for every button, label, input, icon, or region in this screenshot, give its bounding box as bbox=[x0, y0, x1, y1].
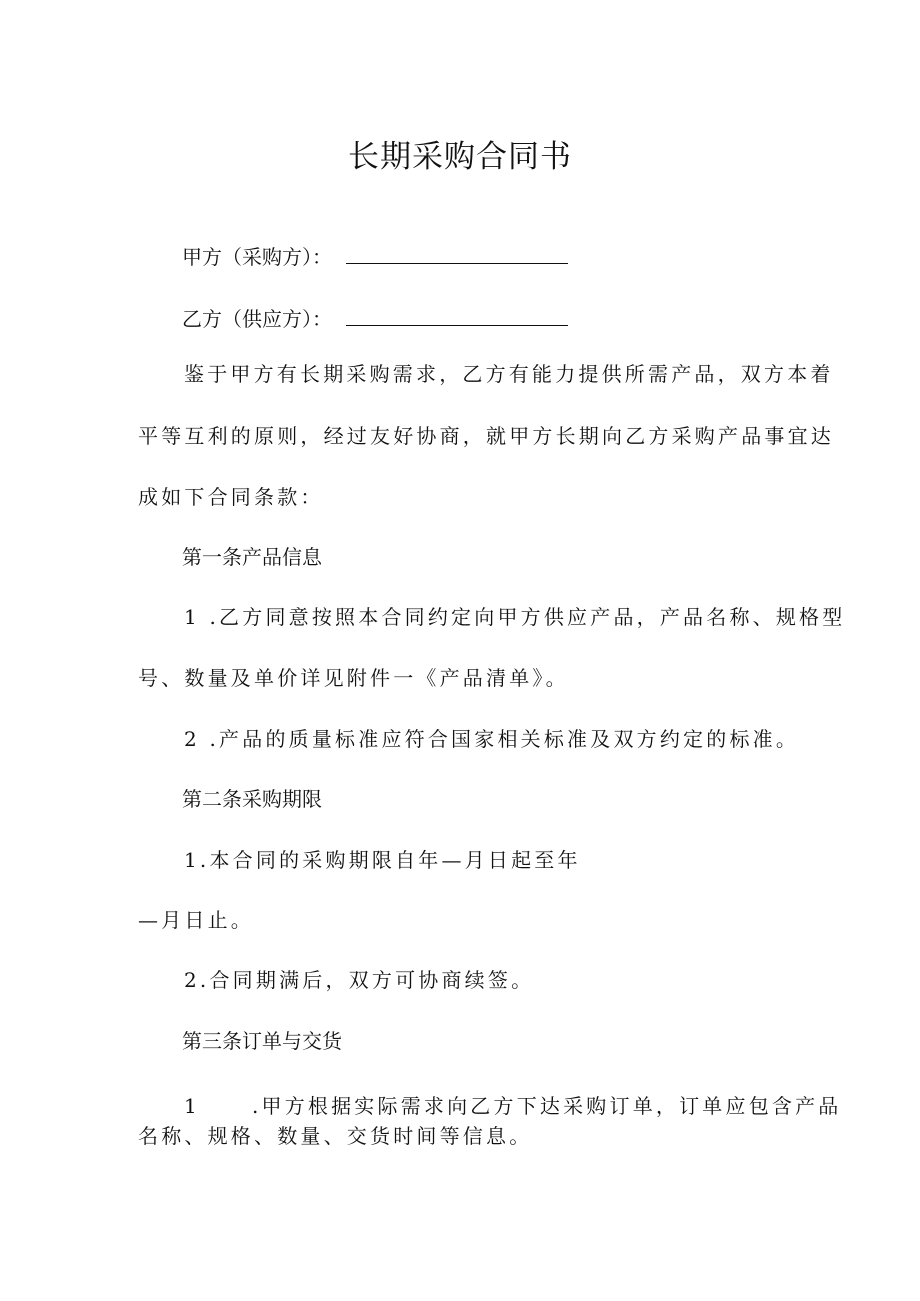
party-a-blank-line bbox=[346, 243, 568, 264]
article-3-heading: 第三条订单与交货 bbox=[182, 1029, 342, 1053]
article-1-item-2: 2 .产品的质量标准应符合国家相关标准及双方约定的标准。 bbox=[184, 727, 800, 751]
party-b-label: 乙方（供应方）： bbox=[182, 307, 332, 331]
preamble-line-1: 鉴于甲方有长期采购需求，乙方有能力提供所需产品，双方本着 bbox=[184, 362, 834, 386]
preamble-line-3: 成如下合同条款： bbox=[138, 485, 324, 509]
article-2-item-2: 2.合同期满后，双方可协商续签。 bbox=[184, 968, 535, 992]
preamble-line-2: 平等互利的原则，经过友好协商，就甲方长期向乙方采购产品事宜达 bbox=[138, 424, 834, 448]
article-3-item-1-line-1 bbox=[184, 1093, 842, 1119]
article-1-item-1-line-1: 1 .乙方同意按照本合同约定向甲方供应产品，产品名称、规格型 bbox=[184, 605, 846, 629]
party-a-label: 甲方（采购方）： bbox=[182, 245, 332, 269]
article-3-item-1-line-2: 名称、规格、数量、交货时间等信息。 bbox=[138, 1124, 533, 1148]
article-2-item-1-line-2: —月日止。 bbox=[138, 908, 254, 932]
document-title: 长期采购合同书 bbox=[348, 139, 572, 175]
article-3-item-1-text: .甲方根据实际需求向乙方下达采购订单，订单应包含产品 bbox=[251, 1094, 842, 1118]
party-b-row bbox=[182, 305, 568, 332]
party-b-blank-line bbox=[346, 305, 568, 326]
article-2-item-1-line-1: 1.本合同的采购期限自年—月日起至年 bbox=[184, 848, 581, 872]
article-1-item-1-line-2: 号、数量及单价详见附件一《产品清单》。 bbox=[138, 666, 569, 690]
article-3-item-1-number: 1 bbox=[184, 1094, 200, 1118]
article-2-heading: 第二条采购期限 bbox=[182, 787, 322, 811]
article-1-heading: 第一条产品信息 bbox=[182, 545, 322, 569]
party-a-row bbox=[182, 243, 568, 270]
